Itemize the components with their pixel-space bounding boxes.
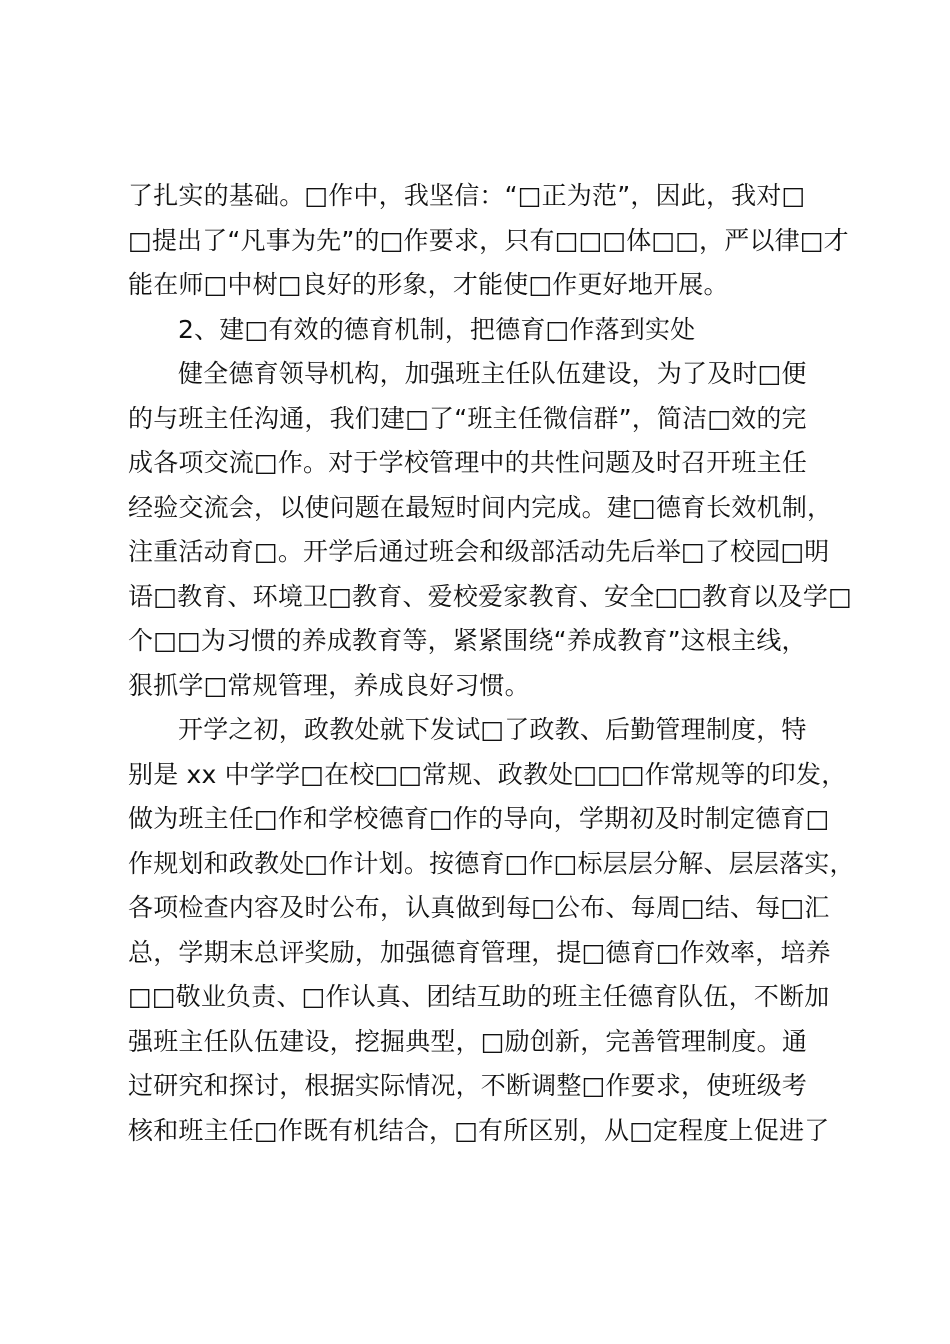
text-line: 作规划和政教处□作计划。按德育□作□标层层分解、层层落实， (128, 848, 855, 878)
text-line: □□敬业负责、□作认真、团结互助的班主任德育队伍，不断加 (128, 982, 830, 1011)
text-line: 总，学期末总评奖励，加强德育管理，提□德育□作效率，培养 (128, 937, 831, 967)
text-line: 个□□为习惯的养成教育等，紧紧围绕“养成教育”这根主线， (128, 626, 807, 655)
text-line: 能在师□中树□良好的形象，才能使□作更好地开展。 (128, 270, 729, 299)
document-body (128, 174, 855, 1153)
text-line: □提出了“凡事为先”的□作要求，只有□□□体□□，严以律□才 (128, 225, 849, 255)
text-line: 成各项交流□作。对于学校管理中的共性问题及时召开班主任 (128, 448, 808, 477)
text-line: 注重活动育□。开学后通过班会和级部活动先后举□了校园□明 (128, 537, 830, 566)
text-line: 经验交流会，以使问题在最短时间内完成。建□德育长效机制， (128, 492, 833, 522)
text-line: 过研究和探讨，根据实际情况，不断调整□作要求，使班级考 (128, 1071, 808, 1100)
paragraph-start-line: 开学之初，政教处就下发试□了政教、后勤管理制度，特 (178, 715, 807, 744)
text-line: 狠抓学□常规管理，养成良好习惯。 (128, 670, 530, 700)
text-line: 别是 xx 中学学□在校□□常规、政教处□□□作常规等的印发， (128, 759, 847, 789)
section-heading: 2、建□有效的德育机制，把德育□作落到实处 (178, 314, 696, 344)
text-line: 的与班主任沟通，我们建□了“班主任微信群”，简洁□效的完 (128, 403, 807, 433)
text-line: 强班主任队伍建设，挖掘典型，□励创新，完善管理制度。通 (128, 1026, 808, 1056)
text-line: 核和班主任□作既有机结合，□有所区别，从□定程度上促进了 (128, 1115, 830, 1145)
text-line: 了扎实的基础。□作中，我坚信：“□正为范”，因此，我对□ (128, 181, 806, 210)
text-line: 各项检查内容及时公布，认真做到每□公布、每周□结、每□汇 (128, 893, 830, 922)
paragraph-start-line: 健全德育领导机构，加强班主任队伍建设，为了及时□便 (178, 359, 807, 388)
text-line: 做为班主任□作和学校德育□作的导向，学期初及时制定德育□ (128, 804, 830, 833)
text-line: 语□教育、环境卫□教育、爱校爱家教育、安全□□教育以及学□ (128, 581, 852, 611)
